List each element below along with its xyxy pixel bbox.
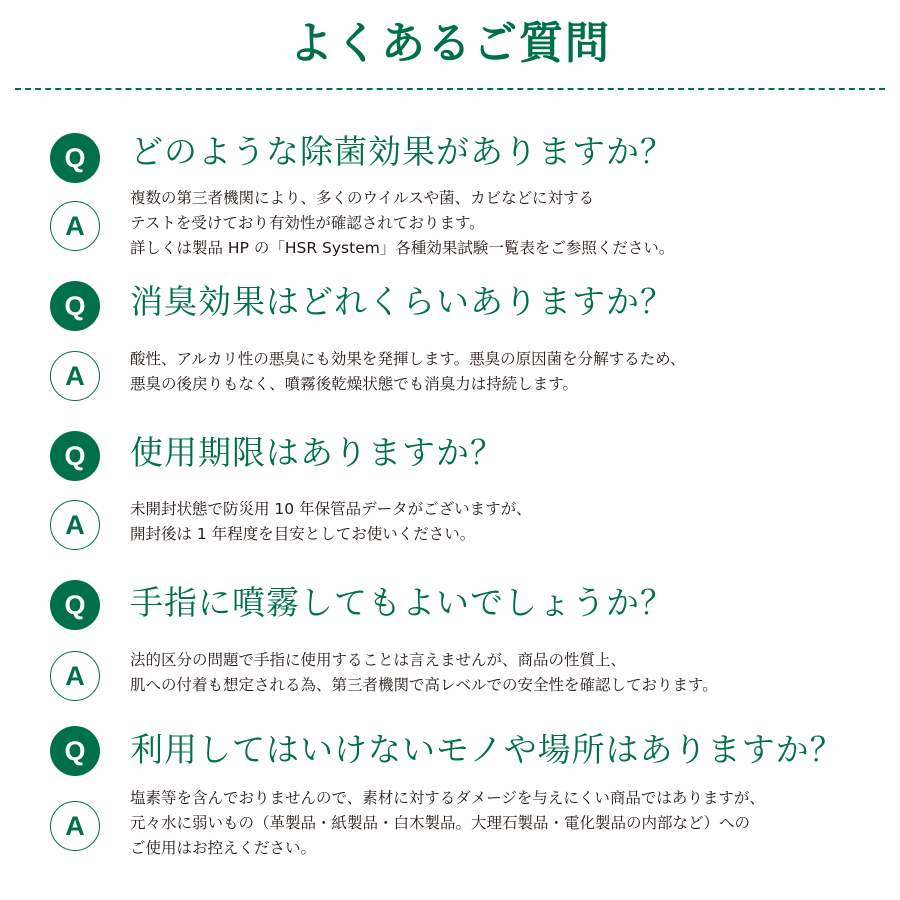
answer-text [130, 648, 870, 698]
answer-text [130, 347, 870, 397]
question-text: 消臭効果はどれくらいありますか？ [130, 282, 674, 321]
answer-badge: A [50, 801, 100, 851]
answer-text [130, 497, 870, 547]
answer-line: 肌への付着も想定される為、第三者機関で高レベルでの安全性を確認しております。 [130, 676, 718, 694]
answer-line: 塩素等を含んでおりませんので、素材に対するダメージを与えにくい商品ではありますが、 [130, 789, 765, 807]
page-title: よくあるご質問 [289, 18, 611, 69]
answer-text [130, 786, 870, 861]
answer-text [130, 186, 870, 261]
answer-line: 悪臭の後戻りもなく、噴霧後乾燥状態でも消臭力は持続します。 [130, 375, 578, 393]
question-text: 手指に噴霧してもよいでしょうか？ [130, 583, 674, 622]
answer-badge: A [50, 651, 100, 701]
question-badge: Q [50, 133, 100, 183]
answer-badge: A [50, 500, 100, 550]
answer-line: 詳しくは製品 HP の「HSR System」各種効果試験一覧表をご参照ください。 [130, 239, 675, 257]
question-badge: Q [50, 580, 100, 630]
title-divider [15, 88, 885, 90]
answer-line: 複数の第三者機関により、多くのウイルスや菌、カビなどに対する [130, 189, 595, 207]
answer-badge: A [50, 351, 100, 401]
answer-line: テストを受けており有効性が確認されております。 [130, 214, 485, 232]
answer-line: ご使用はお控えください。 [130, 839, 317, 857]
question-text: 利用してはいけないモノや場所はありますか？ [130, 730, 844, 769]
answer-line: 法的区分の問題で手指に使用することは言えませんが、商品の性質上、 [130, 651, 627, 669]
answer-line: 開封後は 1 年程度を目安としてお使いください。 [130, 525, 476, 543]
answer-line: 元々水に弱いもの（革製品・紙製品・白木製品。大理石製品・電化製品の内部など）への [130, 814, 751, 832]
question-text: 使用期限はありますか？ [130, 433, 504, 472]
answer-line: 未開封状態で防災用 10 年保管品データがございますが、 [130, 500, 532, 518]
answer-line: 酸性、アルカリ性の悪臭にも効果を発揮します。悪臭の原因菌を分解するため、 [130, 350, 686, 368]
question-badge: Q [50, 431, 100, 481]
question-badge: Q [50, 281, 100, 331]
question-text: どのような除菌効果がありますか？ [130, 132, 674, 171]
answer-badge: A [50, 201, 100, 251]
question-badge: Q [50, 726, 100, 776]
